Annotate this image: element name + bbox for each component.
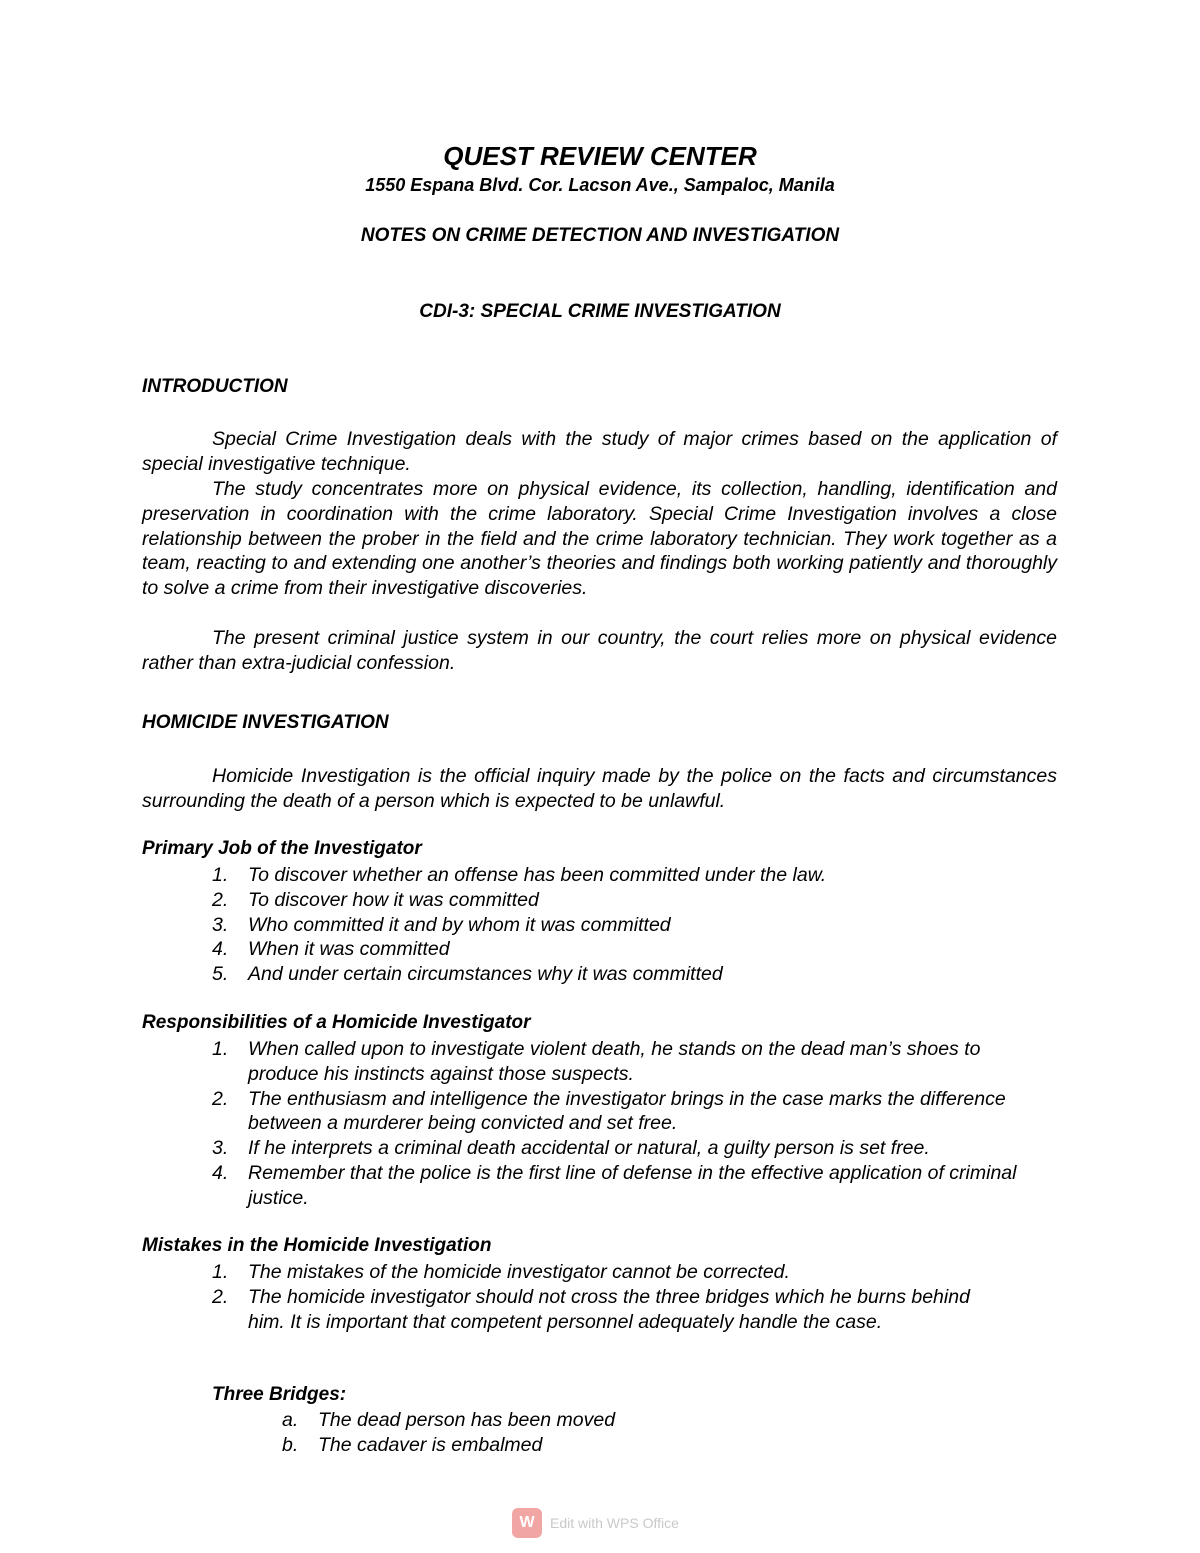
item-text: When called upon to investigate violent death, he stands on the dead man’s shoes to produce his instincts against those suspects. [248,1038,981,1085]
wps-watermark-text: Edit with WPS Office [550,1515,679,1531]
item-letter: b. [282,1433,299,1456]
list-item [282,1408,982,1433]
list-item [212,962,1062,987]
introduction-paragraph-2 [142,477,1057,601]
item-number: 1. [212,864,229,886]
responsibilities-list [212,1037,1022,1211]
item-text: The dead person has been moved [318,1409,616,1431]
list-item [212,1136,1022,1161]
page-title: QUEST REVIEW CENTER [443,141,757,171]
item-number: 1. [212,1038,229,1060]
list-item [212,913,1062,938]
list-item [212,863,1062,888]
item-number: 2. [212,1087,229,1110]
introduction-p1-text: Special Crime Investigation deals with the study of major crimes based on the application of special investigative technique. [142,428,1057,475]
list-item [212,1087,1022,1137]
responsibilities-heading: Responsibilities of a Homicide Investigator [142,1012,531,1033]
homicide-definition-text: Homicide Investigation is the official inquiry made by the police on the facts and circumstances surrounding the death of a person which is expected to be unlawful. [142,765,1057,812]
introduction-paragraph-1 [142,427,1057,477]
introduction-p2-text: The study concentrates more on physical evidence, its collection, handling, identification and preservation in coordination with the crime laboratory. Special Crime Investigation involves a close relationship between the prober in the field and the crime laboratory technician. They work together as a team, reacting to and extending one another’s theories and findings both working patiently and thoroughly to solve a crime from their investigative discoveries. [142,478,1057,600]
wps-watermark [512,1508,679,1538]
item-number: 2. [212,888,229,911]
item-text: The mistakes of the homicide investigator cannot be corrected. [248,1261,790,1283]
wps-logo-icon: W [512,1508,542,1538]
item-text: The cadaver is embalmed [318,1433,543,1456]
item-letter: a. [282,1409,299,1431]
item-number: 3. [212,913,229,936]
list-item [212,1037,1022,1087]
list-item [212,937,1062,962]
homicide-definition [142,764,1057,814]
introduction-heading: INTRODUCTION [142,376,288,397]
primary-job-list [212,863,1062,987]
mistakes-heading: Mistakes in the Homicide Investigation [142,1235,492,1256]
three-bridges-heading: Three Bridges: [212,1384,347,1405]
subject-title: CDI-3: SPECIAL CRIME INVESTIGATION [419,301,781,322]
list-item [212,888,1062,913]
introduction-paragraph-3 [142,626,1057,676]
notes-title: NOTES ON CRIME DETECTION AND INVESTIGATION [360,225,840,246]
item-text: To discover how it was committed [248,888,539,911]
list-item [212,1285,1002,1335]
list-item [212,1161,1022,1211]
item-number: 4. [212,938,229,961]
item-text: When it was committed [248,938,450,961]
introduction-p3-text: The present criminal justice system in our country, the court relies more on physical evidence rather than extra-judicial confession. [142,627,1057,674]
item-number: 1. [212,1261,229,1283]
item-number: 3. [212,1137,229,1160]
list-item [212,1260,1002,1285]
item-text: The homicide investigator should not cross the three bridges which he burns behind him. It is important that competent personnel adequately handle the case. [248,1285,970,1333]
three-bridges-list [282,1408,982,1458]
mistakes-list [212,1260,1002,1334]
item-number: 2. [212,1285,229,1308]
homicide-heading: HOMICIDE INVESTIGATION [142,712,389,733]
item-number: 4. [212,1161,229,1184]
primary-job-heading: Primary Job of the Investigator [142,838,422,859]
item-text: If he interprets a criminal death accidental or natural, a guilty person is set free. [248,1137,930,1160]
address: 1550 Espana Blvd. Cor. Lacson Ave., Sampaloc, Manila [365,175,835,195]
item-text: And under certain circumstances why it was committed [248,963,723,986]
item-number: 5. [212,963,229,986]
item-text: To discover whether an offense has been committed under the law. [248,864,827,886]
list-item [282,1433,982,1458]
item-text: Who committed it and by whom it was committed [248,913,671,936]
item-text: Remember that the police is the first line of defense in the effective application of criminal justice. [248,1161,1017,1209]
item-text: The enthusiasm and intelligence the investigator brings in the case marks the difference between a murderer being convicted and set free. [248,1087,1006,1135]
